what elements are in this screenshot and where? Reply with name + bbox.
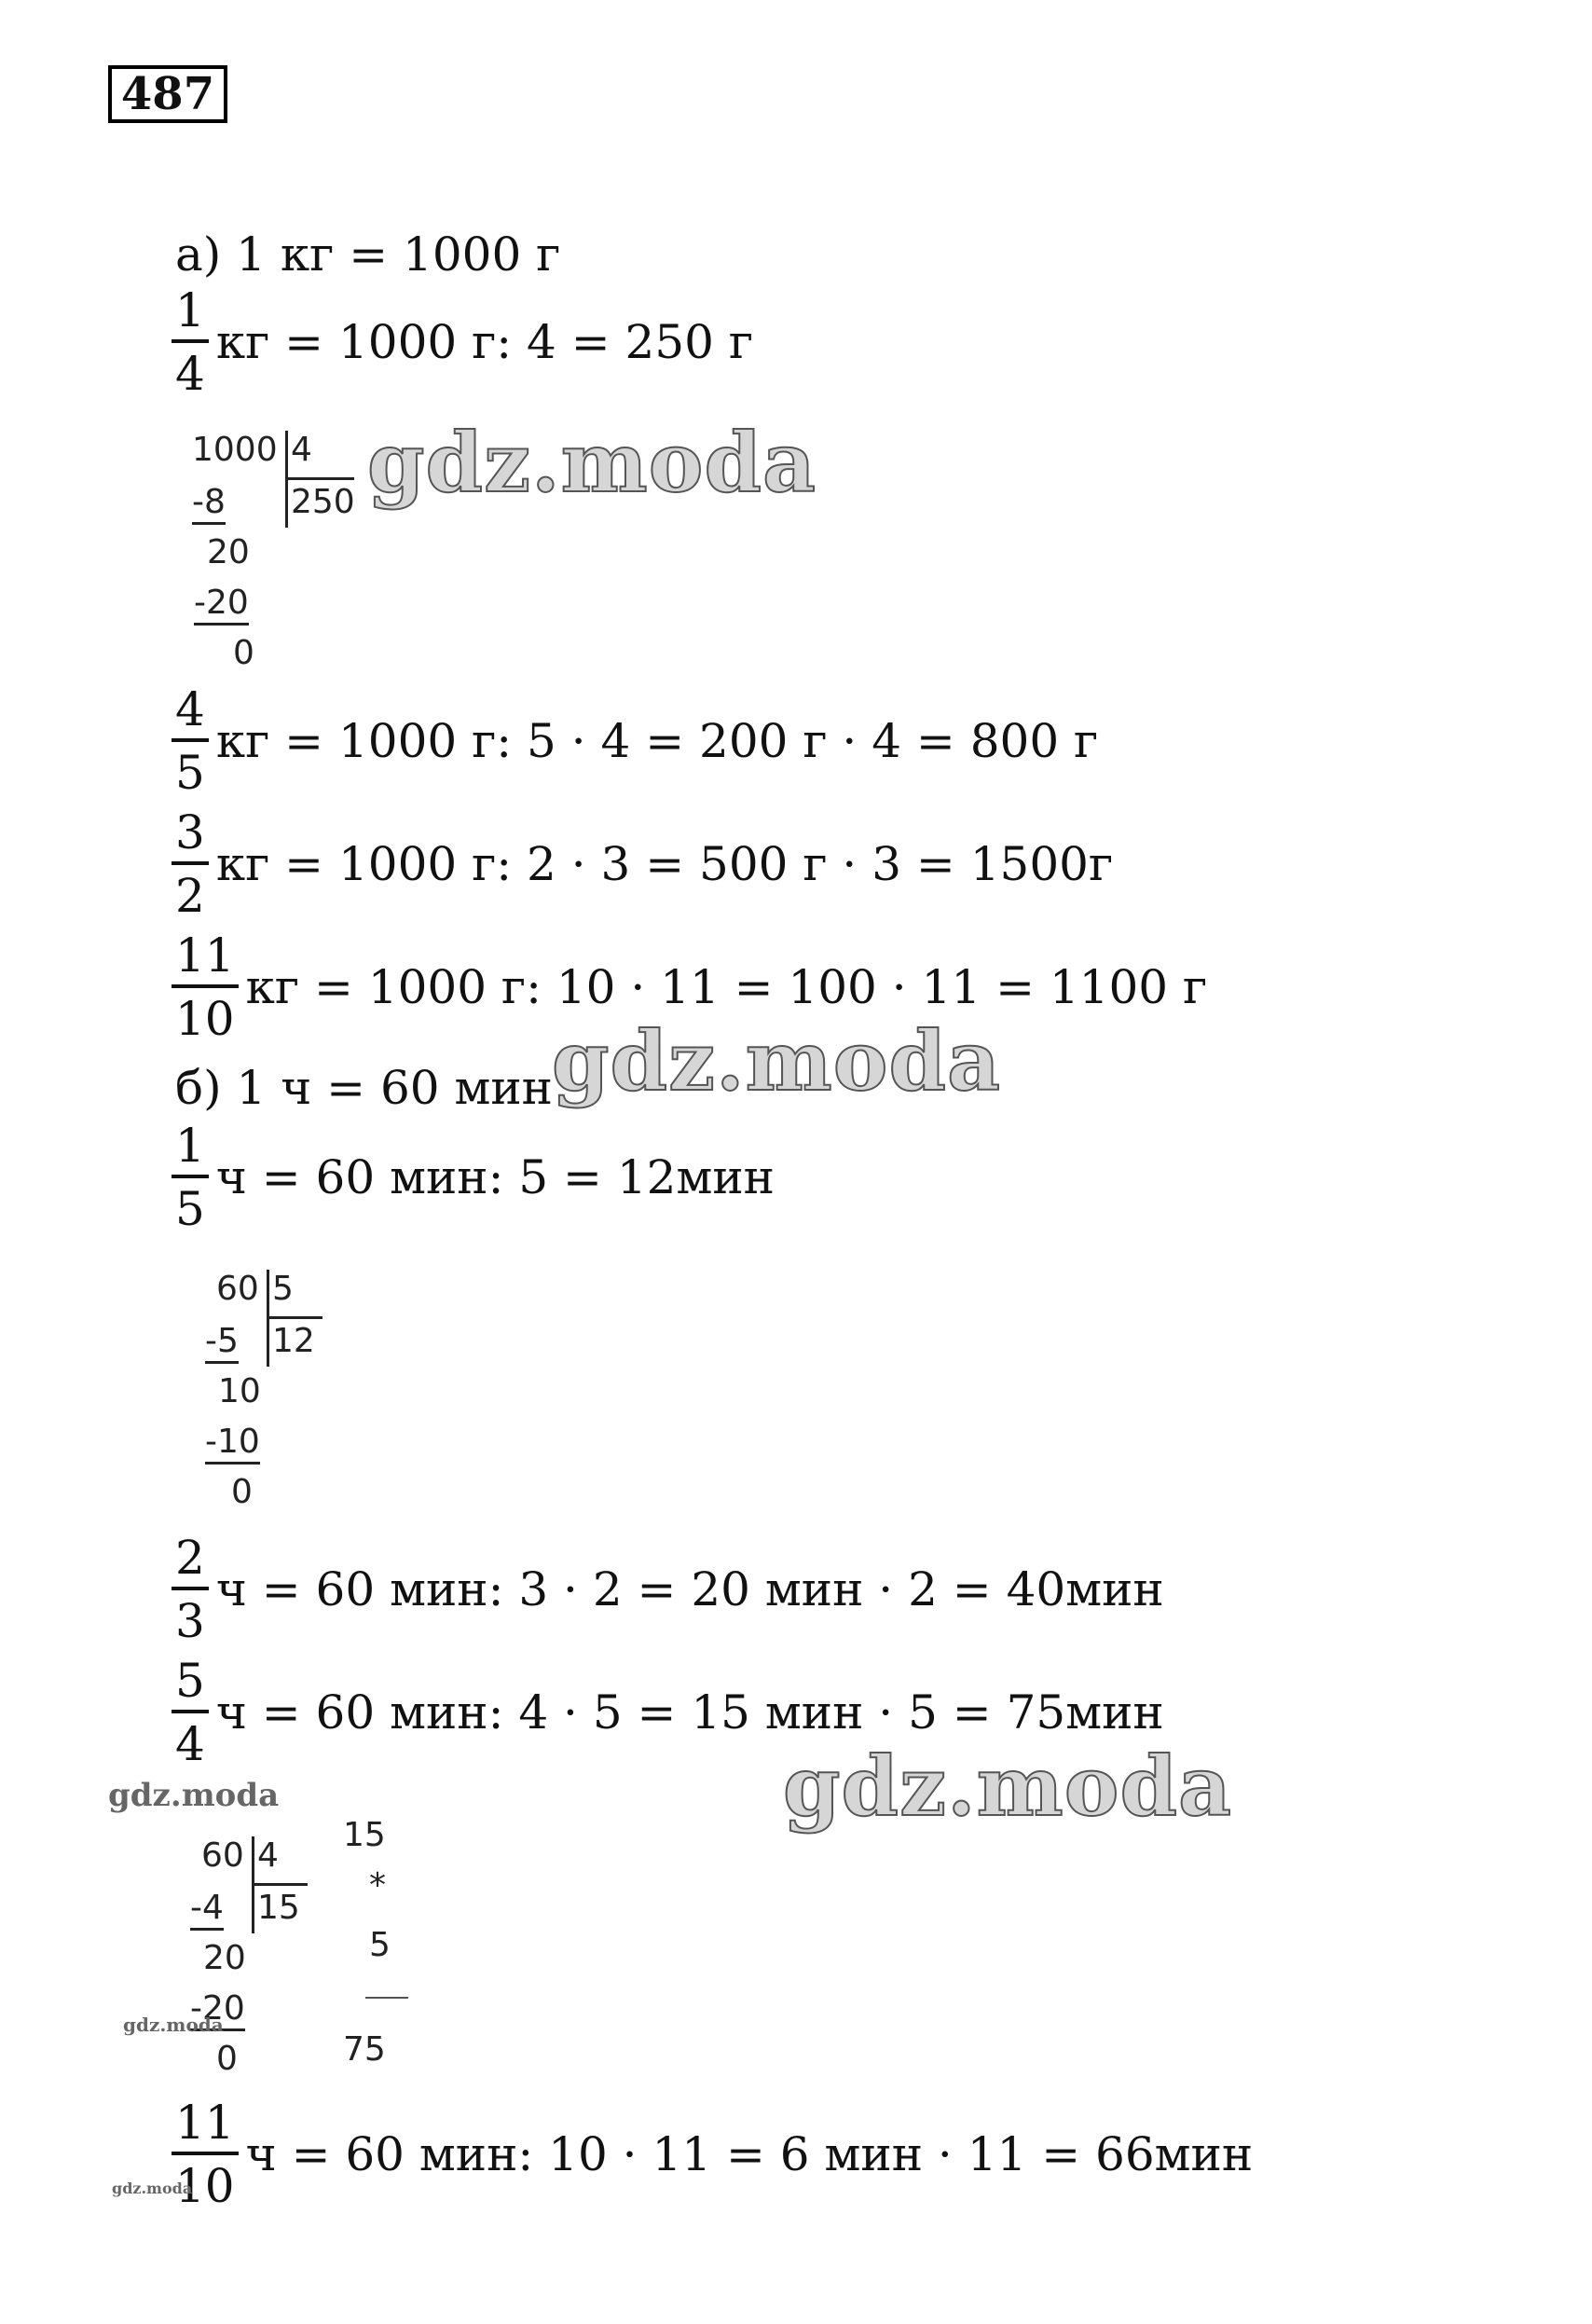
fraction: $\frac{3}{2}$ (172, 809, 209, 919)
fraction: $\frac{1}{4}$ (172, 287, 209, 397)
problem-number: 487 (108, 65, 227, 123)
part-b-line-3: $\frac{5}{4}$ ч = 60 мин: 4 · 5 = 15 мин · 5 = 75мин (172, 1657, 1164, 1767)
part-a-line-2: $\frac{4}{5}$ кг = 1000 г: 5 · 4 = 200 г · 4 = 800 г (172, 686, 1098, 796)
part-a-line-1: $\frac{1}{4}$ кг = 1000 г: 4 = 250 г (172, 287, 753, 397)
part-a-line-3: $\frac{3}{2}$ кг = 1000 г: 2 · 3 = 500 г · 3 = 1500г (172, 809, 1113, 919)
part-a-header: а) 1 кг = 1000 г (175, 227, 561, 282)
long-division-1: 1000 4 250 -8 20 -20 0 (192, 431, 355, 672)
part-b-line-4: $\frac{11}{10}$ ч = 60 мин: 10 · 11 = 6 мин · 11 = 66мин (172, 2099, 1253, 2209)
watermark: gdz.moda (783, 1738, 1233, 1835)
fraction: $\frac{4}{5}$ (172, 686, 209, 796)
part-b-line-1: $\frac{1}{5}$ ч = 60 мин: 5 = 12мин (172, 1122, 775, 1232)
watermark: gdz.moda (552, 1012, 1002, 1109)
fraction: $\frac{11}{10}$ (172, 2099, 239, 2209)
fraction: $\frac{5}{4}$ (172, 1657, 209, 1767)
watermark: gdz.moda (108, 1777, 280, 1814)
watermark: gdz.moda (112, 2180, 193, 2197)
column-multiplication: 15 * 5 75 (341, 1816, 434, 2077)
watermark: gdz.moda (123, 2014, 224, 2036)
fraction: $\frac{1}{5}$ (172, 1122, 209, 1232)
part-b-header: б) 1 ч = 60 мин (175, 1061, 554, 1115)
fraction: $\frac{2}{3}$ (172, 1534, 209, 1644)
watermark: gdz.moda (367, 414, 817, 511)
long-division-2: 60 5 12 -5 10 -10 0 (203, 1270, 352, 1521)
part-b-line-2: $\frac{2}{3}$ ч = 60 мин: 3 · 2 = 20 мин · 2 = 40мин (172, 1534, 1164, 1644)
fraction: $\frac{11}{10}$ (172, 932, 239, 1042)
long-division-3: 60 4 15 -4 20 -20 0 (188, 1836, 337, 2088)
part-a-line-4: $\frac{11}{10}$ кг = 1000 г: 10 · 11 = 100 · 11 = 1100 г (172, 932, 1207, 1042)
